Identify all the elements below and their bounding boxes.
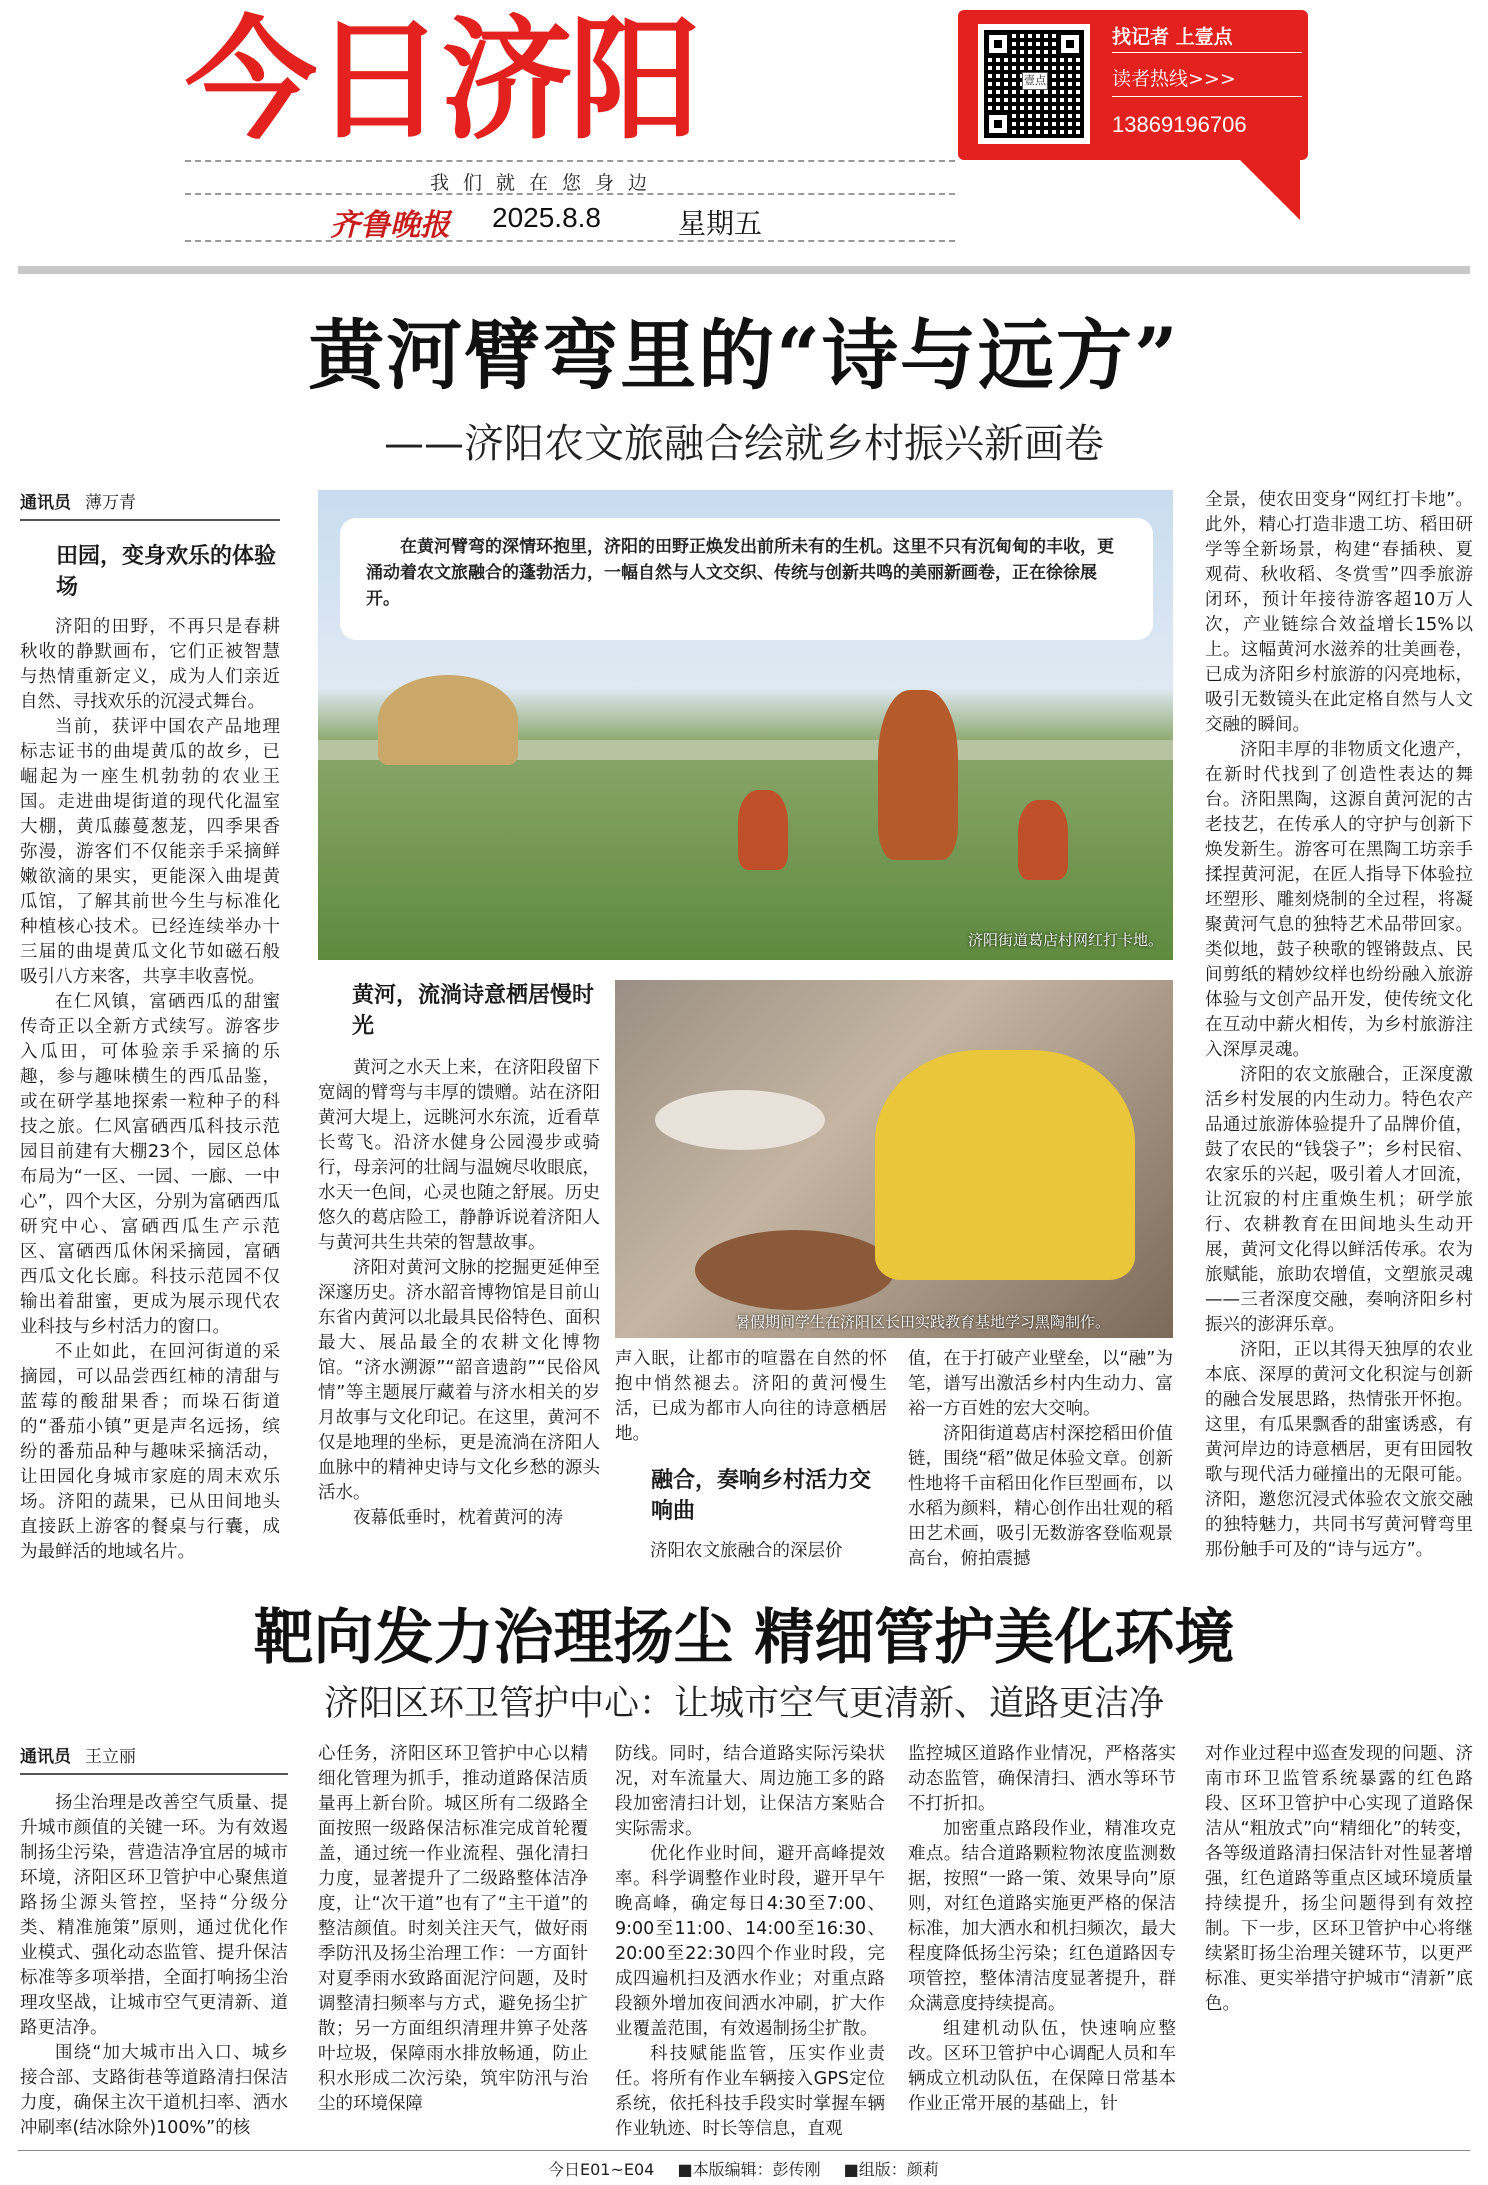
article1-byline: 通讯员 薄万青 (20, 488, 280, 521)
footer-editor: ■本版编辑：彭传刚 (677, 2160, 821, 2179)
masthead-divider (185, 160, 955, 162)
article1-column-3 (615, 1347, 887, 1564)
qr-logo: 壹点 (1022, 72, 1048, 90)
qr-code[interactable] (978, 24, 1090, 144)
article1-section-heading: 黄河，流淌诗意栖居慢时光 (352, 983, 595, 1039)
article2-body: 心任务，济阳区环卫管护中心以精细化管理为抓手，推动道路保洁质量再上新台阶。城区所有二级路全面按照一级路保洁标准完成首轮覆盖，通过统一作业流程、强化清扫力度，显著提升了二级路整体洁净度，让“次干道”也有了“主干道”的整洁颜值。时刻关注天气，做好雨季防汛及扬尘治理工作：一方面针对夏季雨水致路面泥泞问题，及时调整清扫频率与方式，避免扬尘扩散；另一方面组织清理井箅子处落叶垃圾，保障雨水排放畅通，防止积水形成二次污染，筑牢防汛与治尘的环境保障 (318, 1744, 588, 2114)
article1-body: 济阳的田野，不再只是春耕秋收的静默画布，它们正被智慧与热情重新定义，成为人们亲近自然、寻找欢乐的沉浸式舞台。 当前，获评中国农产品地理标志证书的曲堤黄瓜的故乡，已崛起为一座生机勃勃的农业王国。走进曲堤街道的现代化温室大棚，黄瓜藤蔓葱茏，四季果香弥漫，游客们不仅能亲手采摘鲜嫩欲滴的果实，更能深入曲堤黄瓜馆，了解其前世今生与标准化种植核心技术。已经连续举办十三届的曲堤黄瓜文化节如磁石般吸引八方来客，共享丰收喜悦。 在仁风镇，富硒西瓜的甜蜜传奇正以全新方式续写。游客步入瓜田，可体验亲手采摘的乐趣，参与趣味横生的西瓜品鉴，或在研学基地探索一粒种子的科技之旅。仁风富硒西瓜科技示范园目前建有大棚23个，园区总体布局为“一区、一园、一廊、一中心”，四个大区，分别为富硒西瓜研究中心、富硒西瓜生产示范区、富硒西瓜休闲采摘园，富硒西瓜文化长廊。科技示范园不仅输出着甜蜜，更成为展示现代农业科技与乡村活力的窗口。 不止如此，在回河街道的采摘园，可以品尝西红柿的清甜与蓝莓的酸甜果香；而垛石街道的“番茄小镇”更是声名远扬，缤纷的番茄品种与趣味采摘活动，让田园化身城市家庭的周末欢乐场。济阳的蔬果，已从田间地头直接跃上游客的餐桌与行囊，成为最鲜活的地域名片。 (20, 617, 280, 1562)
article2-column-5 (1205, 1742, 1473, 2017)
hotline-slogan: 找记者 上壹点 (1112, 26, 1233, 48)
article1-column-4 (908, 1347, 1173, 1572)
publication-date: 2025.8.8 (492, 202, 601, 233)
article1-subheadline: ——济阳农文旅融合绘就乡村振兴新画卷 (384, 421, 1104, 467)
article1-section-heading: 融合，奏响乡村活力交响曲 (651, 1468, 872, 1524)
page-footer (18, 2150, 1470, 2180)
article1-intro: 在黄河臂弯的深情环抱里，济阳的田野正焕发出前所未有的生机。这里不只有沉甸甸的丰收，更涌动着农文旅融合的蓬勃活力，一幅自然与人文交织、传统与创新共鸣的美丽新画卷，正在徐徐展开。 (340, 518, 1153, 640)
article2-body: 扬尘治理是改善空气质量、提升城市颜值的关键一环。为有效遏制扬尘污染，营造洁净宜居的城市环境，济阳区环卫管护中心聚焦道路扬尘源头管控，坚持“分级分类、精准施策”原则，通过优化作业模式、强化动态监管、提升保洁标准等多项举措，全面打响扬尘治理攻坚战，让城市空气更清新、道路更洁净。 围绕“加大城市出入口、城乡接合部、支路街巷等道路清扫保洁力度，确保主次干道机扫率、洒水冲刷率(结冰除外)100%”的核 (20, 1793, 288, 2138)
article2-byline: 通讯员 王立丽 (20, 1742, 288, 1775)
article1-body: 黄河之水天上来，在济阳段留下宽阔的臂弯与丰厚的馈赠。站在济阳黄河大堤上，远眺河水东流，近看草长莺飞。沿济水健身公园漫步或骑行，母亲河的壮阔与温婉尽收眼底，水天一色间，心灵也随之舒展。历史悠久的葛店险工，静静诉说着济阳人与黄河共生共荣的智慧故事。 济阳对黄河文脉的挖掘更延伸至深邃历史。济水韶音博物馆是目前山东省内黄河以北最具民俗特色、面积最大、展品最全的农耕文化博物馆。“济水溯源”“韶音遗韵”“民俗风情”等主题展厅藏着与济水相关的岁月故事与文化印记。在这里，黄河不仅是地理的坐标，更是流淌在济阳人血脉中的精神史诗与文化乡愁的源头活水。 夜幕低垂时，枕着黄河的涛 (318, 1058, 600, 1528)
masthead-slogan: 我们就在您身边 (430, 172, 662, 194)
article1-section-heading: 田园，变身欢乐的体验场 (56, 544, 277, 600)
article2-column-2 (318, 1742, 588, 2117)
article1-headline: 黄河臂弯里的“诗与远方” (308, 311, 1180, 400)
masthead-rule (18, 266, 1470, 274)
hotline-divider (1112, 96, 1302, 97)
article2-column-1 (20, 1742, 288, 2141)
article2-column-4 (908, 1742, 1176, 2117)
footer-pages: 今日E01~E04 (548, 2160, 655, 2179)
article1-body: 声入眠，让都市的喧嚣在自然的怀抱中悄然褪去。济阳的黄河慢生活，已成为都市人向往的诗意栖居地。 (615, 1349, 887, 1444)
hotline-number[interactable]: 13869196706 (1112, 112, 1247, 137)
hotline-box-tail (1230, 150, 1300, 220)
article2-body: 监控城区道路作业情况，严格落实动态监管，确保清扫、洒水等环节不打折扣。 加密重点路段作业，精准攻克难点。结合道路颗粒物浓度监测数据，按照“一路一策、效果导向”原则，对红色道路实施更严格的保洁标准，加大洒水和机扫频次，最大程度降低扬尘污染；红色道路因专项管控，整体清洁度显著提升，群众满意度持续提高。 组建机动队伍，快速响应整改。区环卫管护中心调配人员和车辆成立机动队伍，在保障日常基本作业正常开展的基础上，针 (908, 1744, 1176, 2114)
article1-column-5 (1205, 488, 1473, 1563)
article1-column-2 (318, 980, 600, 1531)
hotline-label: 读者热线>>> (1112, 68, 1236, 90)
article2-body: 对作业过程中巡查发现的问题、济南市环卫监管系统暴露的红色路段、区环卫管护中心实现了道路保洁从“粗放式”向“精细化”的转变，各等级道路清扫保洁针对性显著增强，红色道路等重点区域环境质量持续提升，扬尘问题得到有效控制。下一步，区环卫管护中心将继续紧盯扬尘治理关键环节，以更严标准、更实举措守护城市“清新”底色。 (1205, 1744, 1473, 2014)
article1-photo-caption: 济阳街道葛店村网红打卡地。 (967, 931, 1163, 949)
article2-headline: 靶向发力治理扬尘 精细管护美化环境 (253, 1603, 1235, 1673)
article1-body: 济阳农文旅融合的深层价 (650, 1541, 843, 1561)
hotline-divider (1112, 52, 1302, 53)
article1-body: 全景，使农田变身“网红打卡地”。此外，精心打造非遗工坊、稻田研学等全新场景，构建“春插秧、夏观荷、秋收稻、冬赏雪”四季旅游闭环，预计年接待游客超10万人次，产业链综合效益增长15%以上。这幅黄河水滋养的壮美画卷，已成为济阳乡村旅游的闪亮地标，吸引无数镜头在此定格自然与人文交融的瞬间。 济阳丰厚的非物质文化遗产，在新时代找到了创造性表达的舞台。济阳黑陶，这源自黄河泥的古老技艺，在传承人的守护与创新下焕发新生。游客可在黑陶工坊亲手揉捏黄河泥，在匠人指导下体验拉坯塑形、雕刻烧制的全过程，将凝聚黄河气息的独特艺术品带回家。类似地，鼓子秧歌的铿锵鼓点、民间剪纸的精妙纹样也纷纷融入旅游体验与文创产品开发，使传统文化在互动中薪火相传，为乡村旅游注入深厚灵魂。 济阳的农文旅融合，正深度激活乡村发展的内生动力。特色农产品通过旅游体验提升了品牌价值，鼓了农民的“钱袋子”；乡村民宿、农家乐的兴起，吸引着人才回流，让沉寂的村庄重焕生机；研学旅行、农耕教育在田间地头生动开展，黄河文化得以鲜活传承。农为旅赋能，旅助农增值，文塑旅灵魂——三者深度交融，奏响济阳乡村振兴的澎湃乐章。 济阳，正以其得天独厚的农业本底、深厚的黄河文化积淀与创新的融合发展思路，热情张开怀抱。这里，有瓜果飘香的甜蜜诱惑，有黄河岸边的诗意栖居，更有田园牧歌与现代活力碰撞出的无限可能。济阳，邀您沉浸式体验农文旅交融的独特魅力，共同书写黄河臂弯里那份触手可及的“诗与远方”。 (1205, 490, 1473, 1560)
article1-body: 值，在于打破产业壁垒，以“融”为笔，谱写出激活乡村内生动力、富裕一方百姓的宏大交响。 济阳街道葛店村深挖稻田价值链，围绕“稻”做足体验文章。创新性地将千亩稻田化作巨型画布，以水稻为颜料，精心创作出壮观的稻田艺术画，吸引无数游客登临观景高台，俯拍震撼 (908, 1349, 1173, 1569)
article2-subheadline: 济阳区环卫管护中心：让城市空气更清新、道路更洁净 (323, 1684, 1164, 1724)
masthead-divider (185, 240, 955, 242)
article2-column-3 (615, 1742, 885, 2142)
article1-photo-caption: 暑假期间学生在济阳区长田实践教育基地学习黑陶制作。 (735, 1313, 1111, 1331)
masthead-divider (185, 193, 955, 195)
masthead-title: 今日济阳 (185, 4, 697, 158)
article1-column-1 (20, 488, 280, 1565)
article2-body: 防线。同时，结合道路实际污染状况，对车流量大、周边施工多的路段加密清扫计划，让保洁方案贴合实际需求。 优化作业时间，避开高峰提效率。科学调整作业时段，避开早午晚高峰，确定每日4:30至7:00、9:00至11:00、14:00至16:30、20:00至22:30四个作业时段，完成四遍机扫及洒水作业；对重点路段额外增加夜间洒水冲刷，扩大作业覆盖范围，有效遏制扬尘扩散。 科技赋能监管，压实作业责任。将所有作业车辆接入GPS定位系统，依托科技手段实时掌握车辆作业轨迹、时长等信息，直观 (615, 1744, 885, 2139)
footer-layout: ■组版：颜莉 (843, 2160, 939, 2179)
paper-name: 齐鲁晚报 (330, 208, 450, 243)
article1-photo-pottery (615, 980, 1173, 1338)
publication-weekday: 星期五 (678, 207, 763, 240)
